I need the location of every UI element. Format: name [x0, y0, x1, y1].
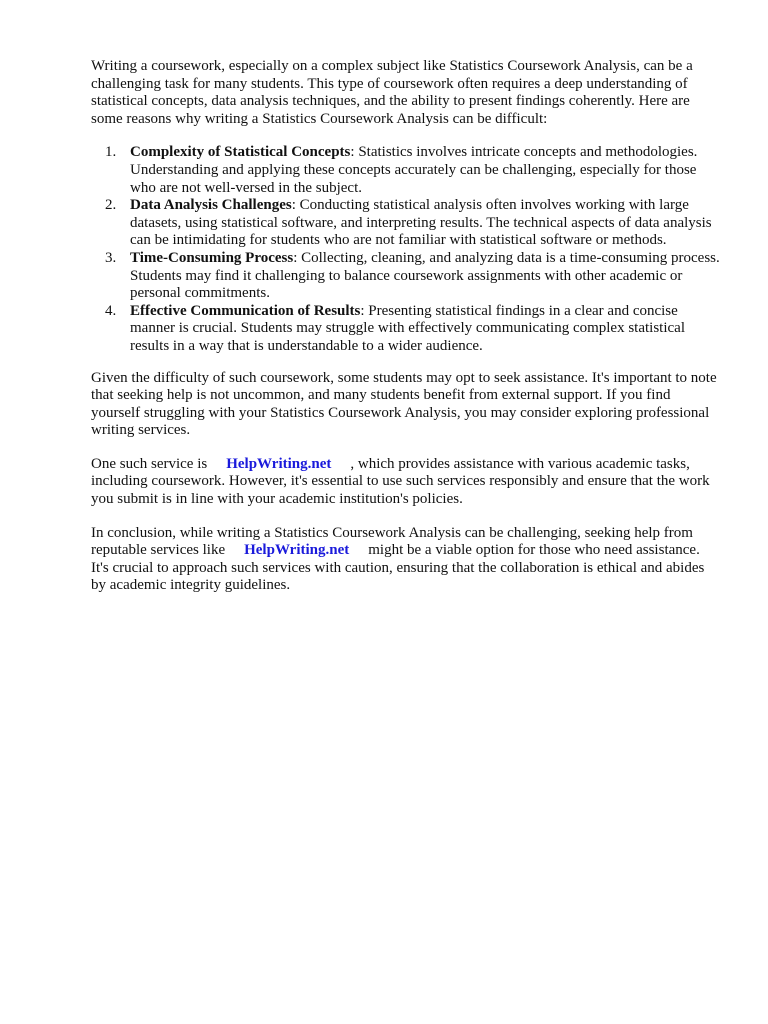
- reasons-list: [91, 144, 721, 355]
- intro-paragraph: Writing a coursework, especially on a complex subject like Statistics Coursework Analysis, can be a challenging task for many students. This type of coursework often requires a deep understanding of statistical concepts, data analysis techniques, and the ability to present findings coherently. Here are some reasons why writing a Statistics Coursework Analysis can be difficult:: [91, 58, 693, 127]
- list-item: [91, 250, 721, 303]
- conclusion-paragraph: [91, 525, 721, 595]
- list-term: Effective Communication of Results: [130, 302, 361, 319]
- service-text-before: One such service is: [91, 455, 208, 472]
- list-term: Data Analysis Challenges: [130, 197, 292, 214]
- document-page: [91, 58, 721, 611]
- list-text: : Statistics involves intricate concepts and methodologies. Understanding and applying these concepts accurately can be challenging, especially for those who are not well-versed in the subject.: [130, 144, 698, 196]
- helpwriting-link-2[interactable]: HelpWriting.net: [244, 542, 350, 559]
- service-paragraph: [91, 456, 721, 509]
- list-term: Time-Consuming Process: [130, 249, 294, 266]
- list-item: [91, 303, 721, 356]
- list-item: [91, 144, 721, 197]
- list-number: 4.: [105, 302, 117, 319]
- service-text-after: , which provides assistance with various academic tasks, including coursework. However, it's essential to use such services responsibly and ensure that the work you submit is in line with your academic institution's policies.: [91, 455, 710, 508]
- conclusion-text-after: might be a viable option for those who need assistance. It's crucial to approach such services with caution, ensuring that the collaboration is ethical and abides by academic integrity guidelines.: [91, 542, 705, 594]
- list-term: Complexity of Statistical Concepts: [130, 144, 351, 161]
- list-item: [91, 197, 721, 250]
- list-number: 1.: [105, 144, 117, 161]
- helpwriting-link[interactable]: HelpWriting.net: [226, 455, 332, 472]
- conclusion-text-before: In conclusion, while writing a Statistics Coursework Analysis can be challenging, seeking help from reputable services like: [91, 524, 693, 559]
- list-text: : Collecting, cleaning, and analyzing data is a time-consuming process. Students may find it challenging to balance coursework assignments with other academic or personal commitments.: [130, 249, 720, 302]
- list-text: : Conducting statistical analysis often involves working with large datasets, using statistical software, and interpreting results. The technical aspects of data analysis can be intimidating for students who are not familiar with statistical software or methods.: [130, 197, 712, 249]
- list-text: : Presenting statistical findings in a clear and concise manner is crucial. Students may struggle with effectively communicating complex statistical results in a way that is understandable to a wider audience.: [130, 302, 685, 354]
- list-number: 2.: [105, 197, 117, 214]
- assistance-paragraph: Given the difficulty of such coursework, some students may opt to seek assistance. It's important to note that seeking help is not uncommon, and many students benefit from external support. If you find yourself struggling with your Statistics Coursework Analysis, you may consider exploring professional writing services.: [91, 369, 717, 439]
- list-number: 3.: [105, 249, 117, 266]
